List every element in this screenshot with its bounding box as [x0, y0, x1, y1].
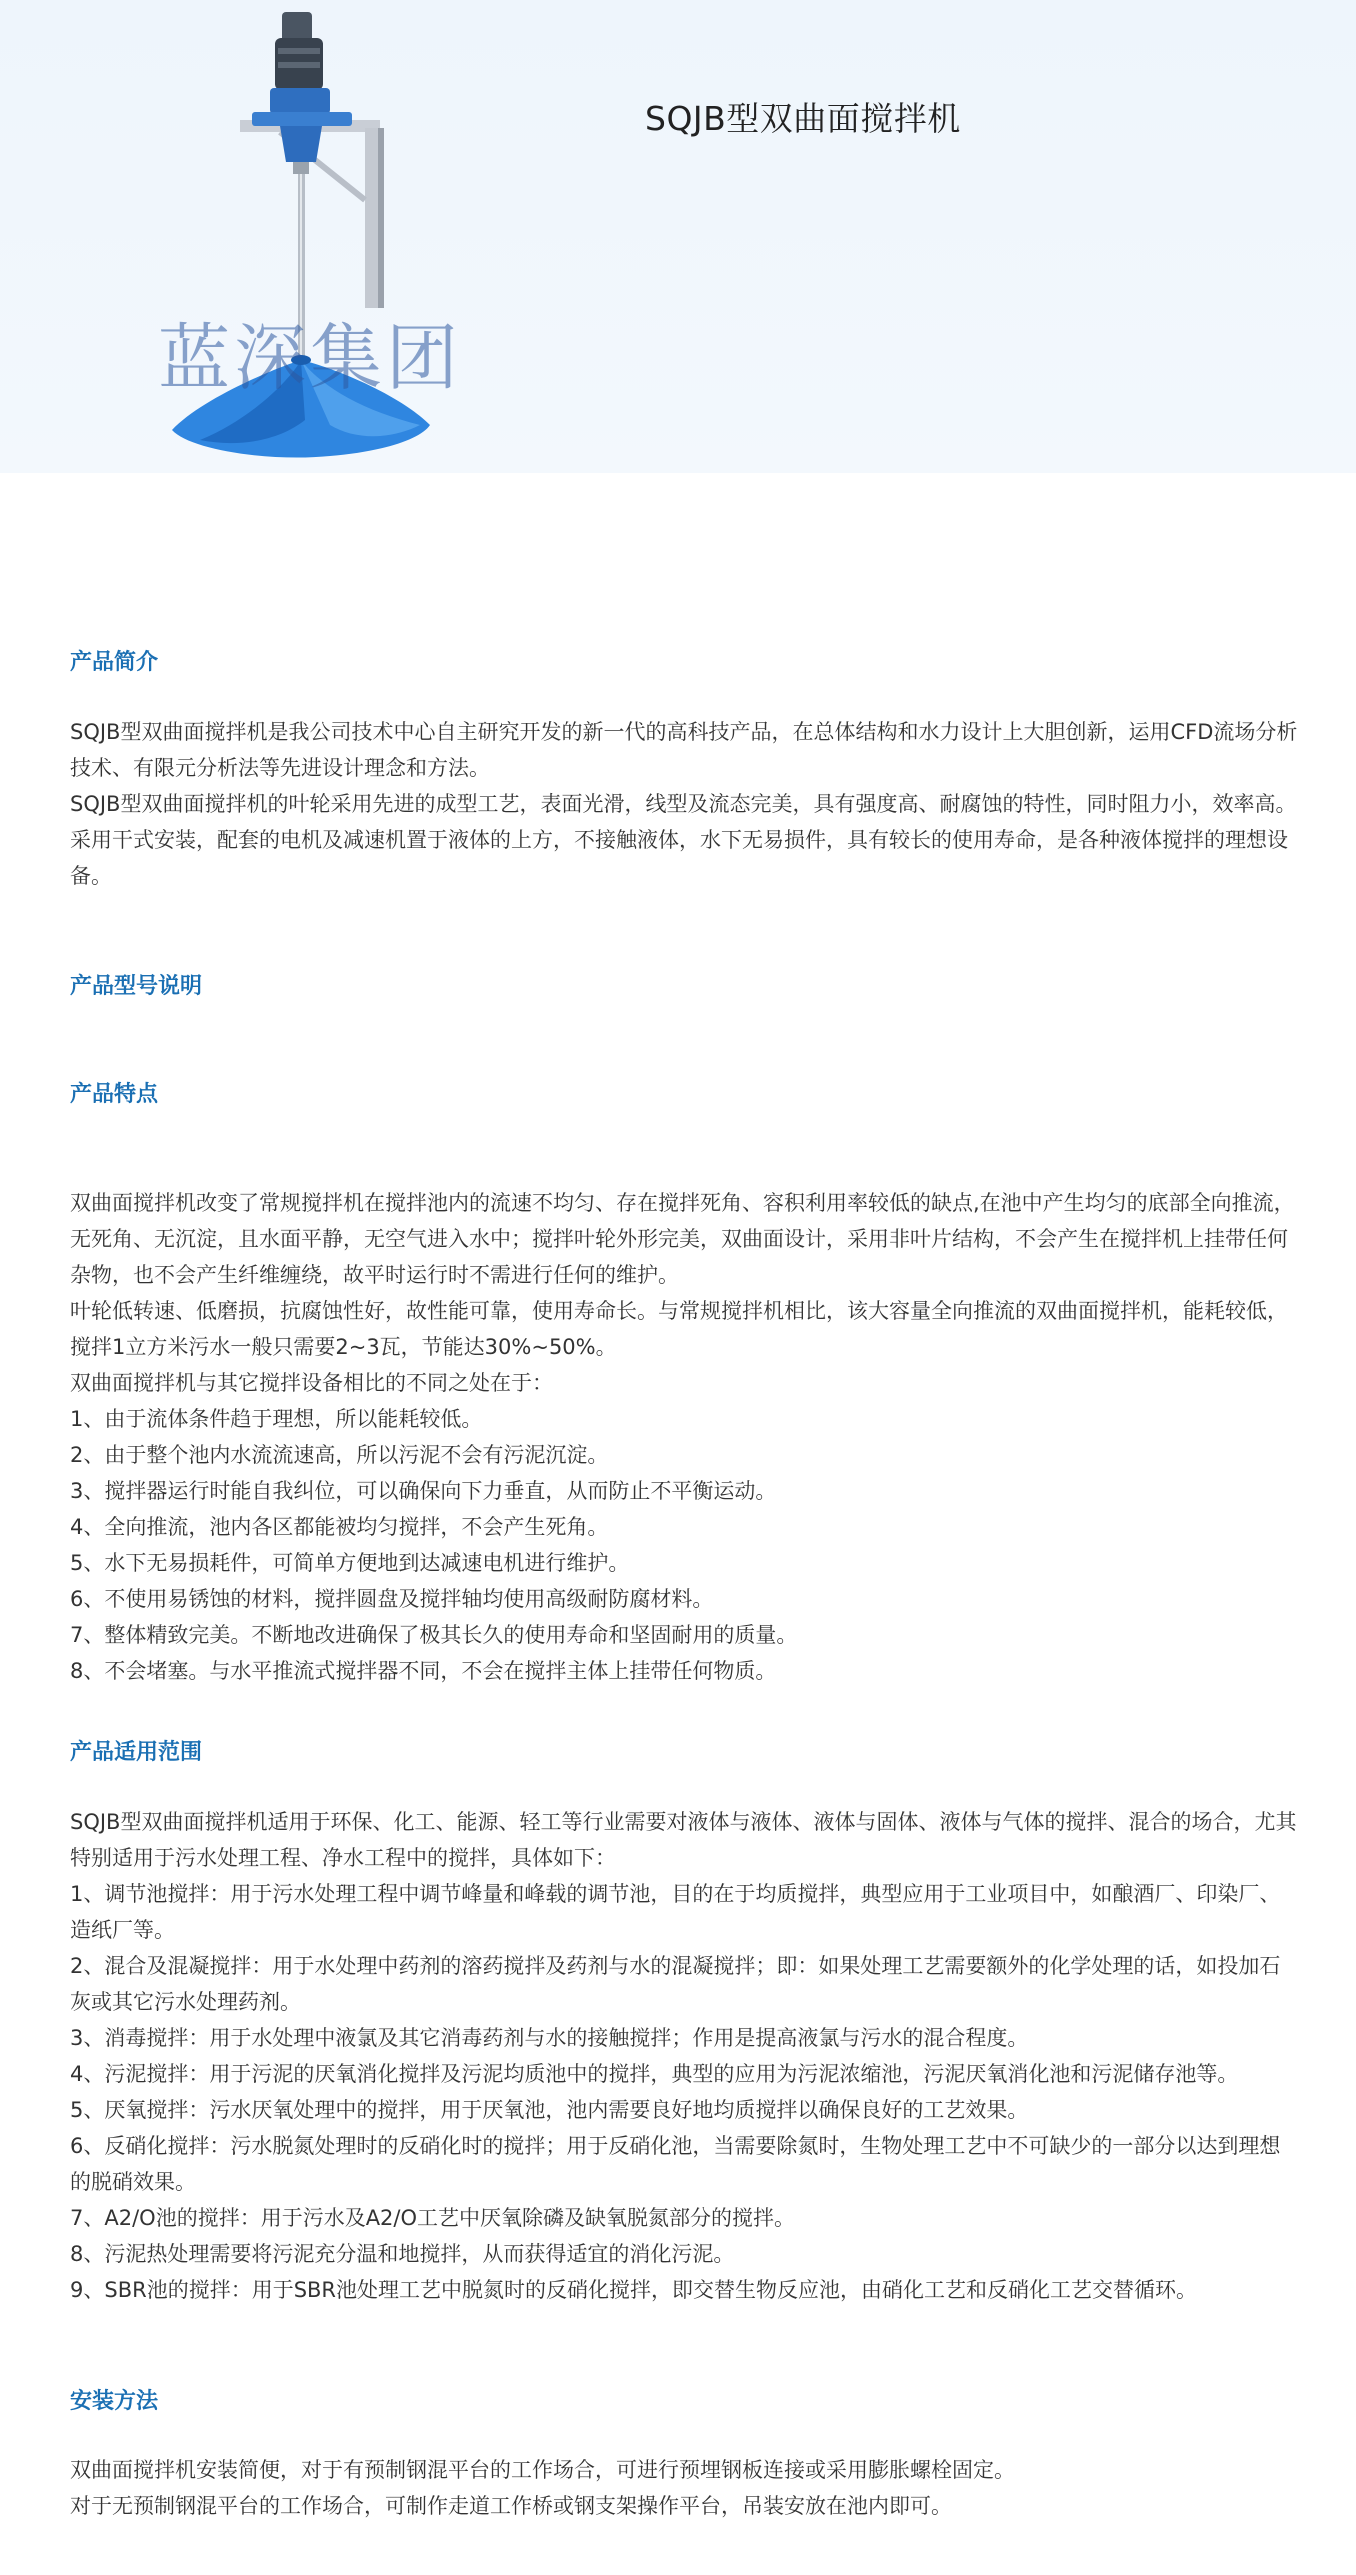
list-item: 1、由于流体条件趋于理想，所以能耗较低。: [70, 1407, 483, 1431]
section-heading-scope: 产品适用范围: [70, 1740, 203, 1765]
list-item: 8、污泥热处理需要将污泥充分温和地搅拌，从而获得适宜的消化污泥。: [70, 2242, 735, 2266]
paragraph: SQJB型双曲面搅拌机适用于环保、化工、能源、轻工等行业需要对液体与液体、液体与固体、液体与气体的搅拌、混合的场合，尤其特别适用于污水处理工程、净水工程中的搅拌，具体如下：: [70, 1810, 1297, 1870]
paragraph: 叶轮低转速、低磨损，抗腐蚀性好，故性能可靠，使用寿命长。与常规搅拌机相比，该大容量全向推流的双曲面搅拌机，能耗较低，搅拌1立方米污水一般只需要2~3瓦，节能达30%~50%。: [70, 1299, 1288, 1359]
list-item: 7、A2/O池的搅拌：用于污水及A2/O工艺中厌氧除磷及缺氧脱氮部分的搅拌。: [70, 2206, 796, 2230]
hero-banner: [0, 0, 1356, 473]
section-heading-model: 产品型号说明: [70, 974, 203, 999]
section-heading-features: 产品特点: [70, 1082, 159, 1107]
features-text: [70, 1185, 1300, 1689]
paragraph: SQJB型双曲面搅拌机是我公司技术中心自主研究开发的新一代的高科技产品，在总体结构和水力设计上大胆创新，运用CFD流场分析技术、有限元分析法等先进设计理念和方法。: [70, 720, 1298, 780]
scope-text: [70, 1804, 1300, 2308]
list-item: 4、全向推流，池内各区都能被均匀搅拌，不会产生死角。: [70, 1515, 609, 1539]
list-item: 6、反硝化搅拌：污水脱氮处理时的反硝化时的搅拌；用于反硝化池，当需要除氮时，生物处理工艺中不可缺少的一部分以达到理想的脱硝效果。: [70, 2134, 1281, 2194]
install-text: [70, 2452, 1300, 2524]
list-item: 9、SBR池的搅拌：用于SBR池处理工艺中脱氮时的反硝化搅拌，即交替生物反应池，由硝化工艺和反硝化工艺交替循环。: [70, 2278, 1198, 2302]
paragraph: 双曲面搅拌机改变了常规搅拌机在搅拌池内的流速不均匀、存在搅拌死角、容积利用率较低的缺点,在池中产生均匀的底部全向推流，无死角、无沉淀，且水面平静，无空气进入水中；搅拌叶轮外形完美，双曲面设计，采用非叶片结构，不会产生在搅拌机上挂带任何杂物，也不会产生纤维缠绕，故平时运行时不需进行任何的维护。: [70, 1191, 1295, 1287]
list-item: 7、整体精致完美。不断地改进确保了极其长久的使用寿命和坚固耐用的质量。: [70, 1623, 798, 1647]
product-title: SQJB型双曲面搅拌机: [645, 99, 961, 138]
list-item: 8、不会堵塞。与水平推流式搅拌器不同，不会在搅拌主体上挂带任何物质。: [70, 1659, 777, 1683]
list-item: 5、水下无易损耗件，可简单方便地到达减速电机进行维护。: [70, 1551, 630, 1575]
list-item: 5、厌氧搅拌：污水厌氧处理中的搅拌，用于厌氧池，池内需要良好地均质搅拌以确保良好的工艺效果。: [70, 2098, 1029, 2122]
section-heading-install: 安装方法: [70, 2389, 159, 2414]
list-item: 3、搅拌器运行时能自我纠位，可以确保向下力垂直，从而防止不平衡运动。: [70, 1479, 777, 1503]
list-item: 2、由于整个池内水流流速高，所以污泥不会有污泥沉淀。: [70, 1443, 609, 1467]
intro-text: [70, 714, 1300, 894]
paragraph: 对于无预制钢混平台的工作场合，可制作走道工作桥或钢支架操作平台，吊装安放在池内即可。: [70, 2494, 952, 2518]
list-item: 6、不使用易锈蚀的材料，搅拌圆盘及搅拌轴均使用高级耐防腐材料。: [70, 1587, 714, 1611]
list-item: 4、污泥搅拌：用于污泥的厌氧消化搅拌及污泥均质池中的搅拌，典型的应用为污泥浓缩池，污泥厌氧消化池和污泥储存池等。: [70, 2062, 1239, 2086]
list-item: 2、混合及混凝搅拌：用于水处理中药剂的溶药搅拌及药剂与水的混凝搅拌；即：如果处理工艺需要额外的化学处理的话，如投加石灰或其它污水处理药剂。: [70, 1954, 1281, 2014]
paragraph: SQJB型双曲面搅拌机的叶轮采用先进的成型工艺，表面光滑，线型及流态完美，具有强度高、耐腐蚀的特性，同时阻力小，效率高。采用干式安装，配套的电机及减速机置于液体的上方，不接触液体，水下无易损件，具有较长的使用寿命，是各种液体搅拌的理想设备。: [70, 792, 1297, 888]
section-heading-intro: 产品简介: [70, 650, 159, 675]
list-item: 1、调节池搅拌：用于污水处理工程中调节峰量和峰载的调节池，目的在于均质搅拌，典型应用于工业项目中，如酿酒厂、印染厂、造纸厂等。: [70, 1882, 1281, 1942]
brand-watermark: 蓝深集团: [158, 316, 463, 400]
paragraph: 双曲面搅拌机安装简便，对于有预制钢混平台的工作场合，可进行预埋钢板连接或采用膨胀螺栓固定。: [70, 2458, 1015, 2482]
list-item: 3、消毒搅拌：用于水处理中液氯及其它消毒药剂与水的接触搅拌；作用是提高液氯与污水的混合程度。: [70, 2026, 1029, 2050]
paragraph: 双曲面搅拌机与其它搅拌设备相比的不同之处在于：: [70, 1371, 553, 1395]
